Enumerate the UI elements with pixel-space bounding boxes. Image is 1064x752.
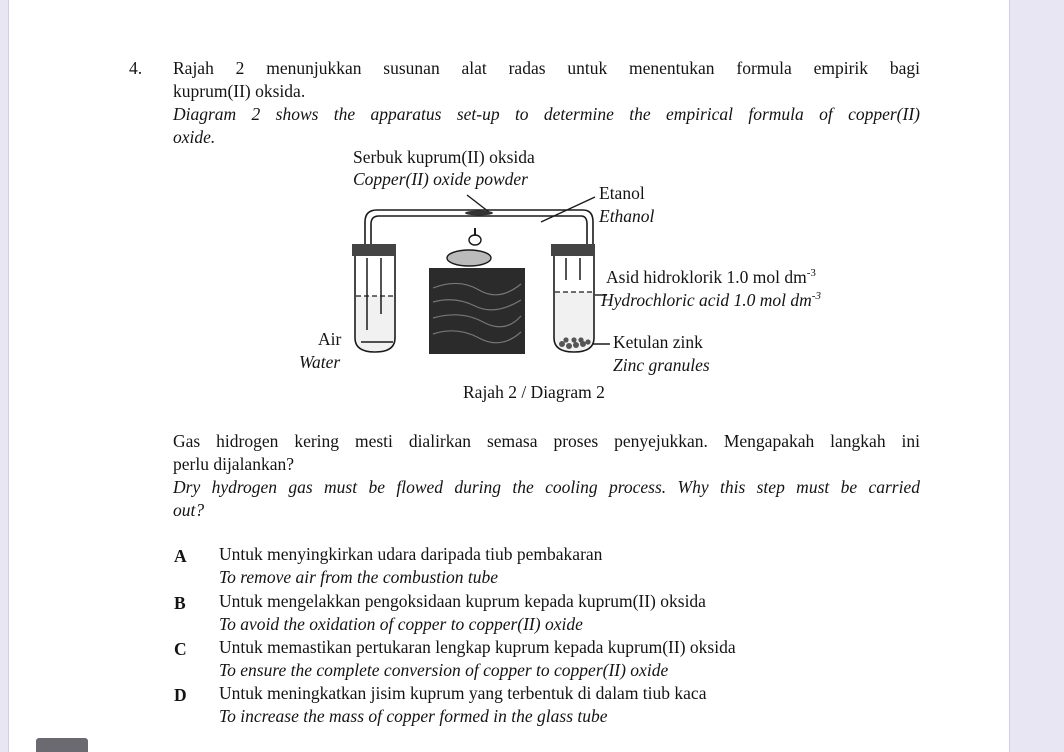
page-tab-handle[interactable] [36, 738, 88, 752]
option-malay: Untuk menyingkirkan udara daripada tiub pembakaran [219, 544, 603, 564]
prompt-english-line2: out? [173, 500, 205, 520]
label-powder-malay: Serbuk kuprum(II) oksida [353, 147, 535, 167]
option-english: To ensure the complete conversion of copper to copper(II) oxide [219, 660, 669, 680]
heater-block [429, 268, 525, 354]
label-ethanol-english: Ethanol [599, 206, 655, 226]
option-english: To increase the mass of copper formed in the glass tube [219, 706, 608, 726]
stem-malay-line1: Rajah 2 menunjukkan susunan alat radas untuk menentukan formula empirik bagi [173, 58, 920, 78]
diagram-caption: Rajah 2 / Diagram 2 [463, 382, 605, 402]
label-water-malay: Air [318, 329, 342, 349]
right-test-tube [551, 244, 595, 352]
stem-english-line2: oxide. [173, 127, 216, 147]
label-powder-english: Copper(II) oxide powder [353, 169, 528, 189]
option-malay: Untuk mengelakkan pengoksidaan kuprum kepada kuprum(II) oksida [219, 591, 706, 611]
option-letter: C [174, 639, 187, 659]
label-acid-malay: Asid hidroklorik 1.0 mol $dm^{-3}$ [606, 267, 816, 287]
option-malay: Untuk meningkatkan jisim kuprum yang terbentuk di dalam tiub kaca [219, 683, 707, 703]
label-water-english: Water [299, 352, 341, 372]
option-letter: D [174, 685, 187, 705]
stem-malay-line2: kuprum(II) oksida. [173, 81, 306, 101]
label-ethanol-malay: Etanol [599, 183, 645, 203]
option-letter: A [174, 546, 187, 566]
option-malay: Untuk memastikan pertukaran lengkap kuprum kepada kuprum(II) oksida [219, 637, 736, 657]
prompt-malay-line2: perlu dijalankan? [173, 454, 294, 474]
prompt-malay-line1: Gas hidrogen kering mesti dialirkan semasa proses penyejukkan. Mengapakah langkah ini [173, 431, 920, 451]
prompt-english-line1: Dry hydrogen gas must be flowed during the cooling process. Why this step must be carried [173, 477, 920, 497]
spirit-lamp [447, 228, 491, 266]
stem-english-line1: Diagram 2 shows the apparatus set-up to determine the empirical formula of copper(II) [173, 104, 920, 124]
powder-pile [465, 211, 493, 216]
left-test-tube [352, 244, 396, 352]
question-number: 4. [129, 58, 143, 78]
option-english: To remove air from the combustion tube [219, 567, 499, 587]
exam-page [8, 0, 1010, 752]
label-acid-english: Hydrochloric acid 1.0 mol $dm^{-3}$ [601, 290, 821, 310]
option-english: To avoid the oxidation of copper to copper(II) oxide [219, 614, 583, 634]
label-zinc-malay: Ketulan zink [613, 332, 703, 352]
option-letter: B [174, 593, 186, 613]
label-zinc-english: Zinc granules [613, 355, 710, 375]
